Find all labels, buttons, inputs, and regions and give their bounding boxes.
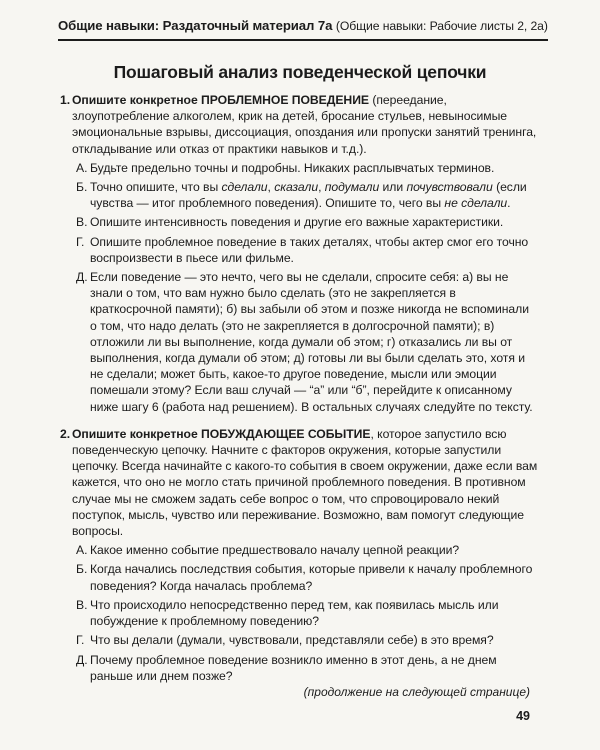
emphasis: сделали xyxy=(221,180,268,195)
section-text: , которое запустило всю поведенческую цепочку. Начните с факторов окружения, которые запустили цепочку. Всегда начинайте с какого-то события в своем окружении, даже если вам кажется, что оно не могло стать причиной проблемного поведения. В противном случае мы не сможем задать себе вопрос о том, что спровоцировало некий поступок, мысль, чувство или переживание. Возможно, вам помогут следующие вопросы. xyxy=(72,426,538,539)
list-item xyxy=(72,179,538,211)
item-letter: Б. xyxy=(76,562,88,577)
item-text: . xyxy=(507,196,511,211)
item-letter: Д. xyxy=(76,652,88,667)
running-header xyxy=(58,18,548,41)
item-letter: Г. xyxy=(76,234,85,249)
item-text: (если чувства — итог проблемного поведения). Опишите то, чего вы xyxy=(90,180,527,211)
list-item xyxy=(72,597,538,629)
continuation-note: (продолжение на следующей странице) xyxy=(303,685,530,699)
page-number: 49 xyxy=(516,709,530,723)
header-reference: (Общие навыки: Рабочие листы 2, 2а) xyxy=(335,19,548,33)
section-2 xyxy=(60,426,538,684)
item-text: Что вы делали (думали, чувствовали, представляли себе) в это время? xyxy=(90,633,494,648)
emphasis: подумали xyxy=(324,180,380,195)
emphasis: сказали xyxy=(274,180,319,195)
list-item xyxy=(72,542,538,558)
item-text: Опишите проблемное поведение в таких деталях, чтобы актер смог его точно воспроизвести в пьесе или фильме. xyxy=(90,234,529,265)
item-text: Если поведение — это нечто, чего вы не сделали, спросите себя: а) вы не знали о том, что вам нужно было сделать (это не закрепляется в краткосрочной памяти); б) вы забыли об этом и позже никогда не вспоминали о том, что надо делать (это не закрепляется в долгосрочной памяти); в) отложили ли вы выполнение, когда думали об этом; г) отказались ли вы от выполнения, когда думали об этом; д) готовы ли вы были сделать это, хотя и не сделали; может быть, какое-то другое поведение, мысли или эмоции помешали этому? Если ваш случай — “а” или “б”, перейдите к описанному ниже шагу 6 (работа над решением). В остальных случаях следуйте по тексту. xyxy=(90,270,533,414)
item-letter: Б. xyxy=(76,180,88,195)
list-item xyxy=(72,269,538,415)
section-lead: Опишите конкретное ПРОБЛЕМНОЕ ПОВЕДЕНИЕ xyxy=(72,93,369,107)
item-text: Что происходило непосредственно перед тем, как появилась мысль или побуждение к проблемному поведению? xyxy=(90,597,499,629)
section-number: 2. xyxy=(60,426,71,441)
list-item xyxy=(72,234,538,266)
emphasis: почувствовали xyxy=(406,180,493,195)
section-number: 1. xyxy=(60,93,71,107)
item-text: Какое именно событие предшествовало началу цепной реакции? xyxy=(90,543,460,558)
item-text: Почему проблемное поведение возникло именно в этот день, а не днем раньше или днем позже? xyxy=(90,652,497,683)
item-text: Будьте предельно точны и подробны. Никаких расплывчатых терминов. xyxy=(90,160,495,175)
item-letter: А. xyxy=(76,160,88,175)
item-letter: Д. xyxy=(76,270,88,285)
item-letter: В. xyxy=(76,597,88,612)
item-text: или xyxy=(379,180,407,195)
item-letter: А. xyxy=(76,543,88,558)
document-body xyxy=(60,92,538,684)
list-item xyxy=(72,561,538,593)
list-item xyxy=(72,160,538,176)
header-title: Общие навыки: Раздаточный материал 7а xyxy=(58,18,333,33)
item-text: , xyxy=(267,180,275,195)
list-item xyxy=(72,214,538,230)
item-text: Когда начались последствия события, которые привели к началу проблемного поведения? Когда началась проблема? xyxy=(90,562,533,593)
list-item xyxy=(72,652,538,684)
section-text: (переедание, злоупотребление алкоголем, крик на детей, бросание стульев, невыносимые эмоциональные взрывы, диссоциация, опоздания или пропуски занятий тренинга, откладывание или отказ от практики навыков и т.д.). xyxy=(72,93,537,156)
item-text: Опишите интенсивность поведения и другие его важные характеристики. xyxy=(90,215,504,230)
section-1 xyxy=(60,92,538,415)
item-letter: В. xyxy=(76,215,88,230)
list-item xyxy=(72,632,538,648)
item-text: , xyxy=(318,180,325,195)
item-letter: Г. xyxy=(76,633,85,648)
page-title: Пошаговый анализ поведенческой цепочки xyxy=(113,62,487,82)
item-text: Точно опишите, что вы xyxy=(90,180,222,195)
emphasis: не сделали xyxy=(444,196,508,211)
section-lead: Опишите конкретное ПОБУЖДАЮЩЕЕ СОБЫТИЕ xyxy=(72,426,371,441)
